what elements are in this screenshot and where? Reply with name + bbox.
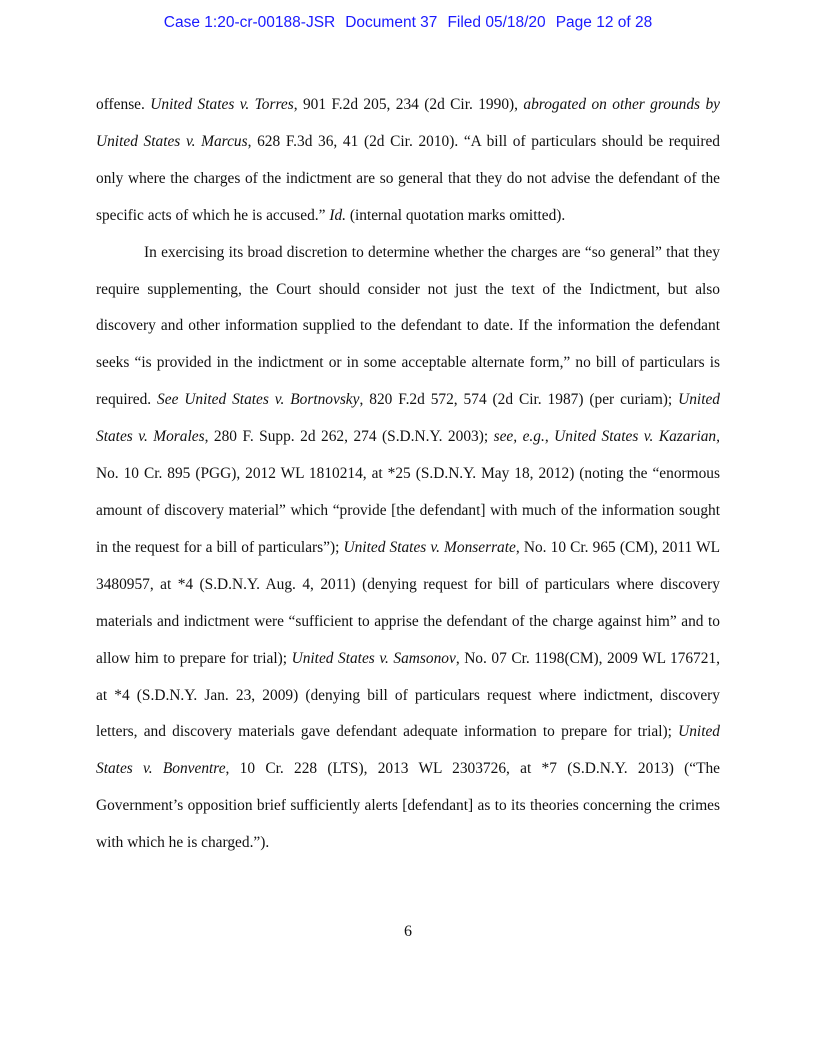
case-citation: United States v. Torres [150, 96, 294, 113]
case-citation: United States v. Morales [96, 391, 720, 446]
case-citation: United States v. Kazarian, [554, 428, 720, 446]
text-run: , No. 07 Cr. 1198(CM), 2009 WL 176721, at *4 (S.D.N.Y. Jan. 23, 2009) (denying bill of particulars request where indictment, discovery letters, and discovery materials gave defendant adequate information to prepare for trial); [96, 649, 720, 741]
case-number: Case 1:20-cr-00188-JSR [163, 14, 336, 31]
signal-phrase: see, e.g. [493, 428, 545, 446]
filed-date: Filed 05/18/20 [447, 14, 546, 31]
paragraph [96, 235, 720, 862]
text-run: , 280 F. Supp. 2d 262, 274 (S.D.N.Y. 2003); [204, 428, 494, 446]
text-run: In exercising its broad discretion to determine whether the charges are “so general” that they require supplementing, the Court should consider not just the text of the Indictment, but also discovery and other information supplied to the defendant to date. If the information the defendant seeks “is provided in the indictment or in some acceptable alternate form,” no bill of particulars is required. [96, 243, 720, 409]
text-run: , 901 F.2d 205, 234 (2d Cir. 1990), [293, 96, 524, 113]
filing-header [0, 14, 816, 32]
text-run: offense. [96, 96, 151, 113]
text-run: , 628 F.3d 36, 41 (2d Cir. 2010). “A bill of particulars should be required only where the charges of the indictment are so general that they do not advise the defendant of the specific acts of which he is accused.” [96, 132, 720, 224]
page-number: 6 [404, 923, 412, 940]
page-of-total: Page 12 of 28 [555, 14, 653, 31]
case-citation: United States v. Bonventre [96, 723, 720, 778]
case-citation: United States v. Samsonov [291, 649, 456, 667]
case-citation: United States v. Monserrate [343, 538, 516, 556]
case-citation: Id. [329, 206, 346, 224]
document-number: Document 37 [345, 14, 438, 31]
text-run: No. 10 Cr. 895 (PGG), 2012 WL 1810214, at *25 (S.D.N.Y. May 18, 2012) (noting the “enormous amount of discovery material” which “provide [the defendant] with much of the information sought in the request for a bill of particulars”); [96, 465, 720, 556]
text-run: , 820 F.2d 572, 574 (2d Cir. 1987) (per curiam); [359, 391, 679, 409]
text-run: , [544, 428, 555, 446]
case-citation: abrogated on other grounds by United States v. Marcus [96, 96, 720, 150]
case-citation: See United States v. Bortnovsky [157, 391, 360, 409]
paragraph [96, 87, 720, 235]
document-body [96, 87, 720, 862]
text-run: (internal quotation marks omitted). [346, 206, 566, 224]
text-run: , 10 Cr. 228 (LTS), 2013 WL 2303726, at *7 (S.D.N.Y. 2013) (“The Government’s opposition brief sufficiently alerts [defendant] as to its theories concerning the crimes with which he is charged.”). [96, 760, 720, 852]
text-run: , No. 10 Cr. 965 (CM), 2011 WL 3480957, at *4 (S.D.N.Y. Aug. 4, 2011) (denying request for bill of particulars where discovery materials and indictment were “sufficient to apprise the defendant of the charge against him” and to allow him to prepare for trial); [96, 538, 721, 667]
